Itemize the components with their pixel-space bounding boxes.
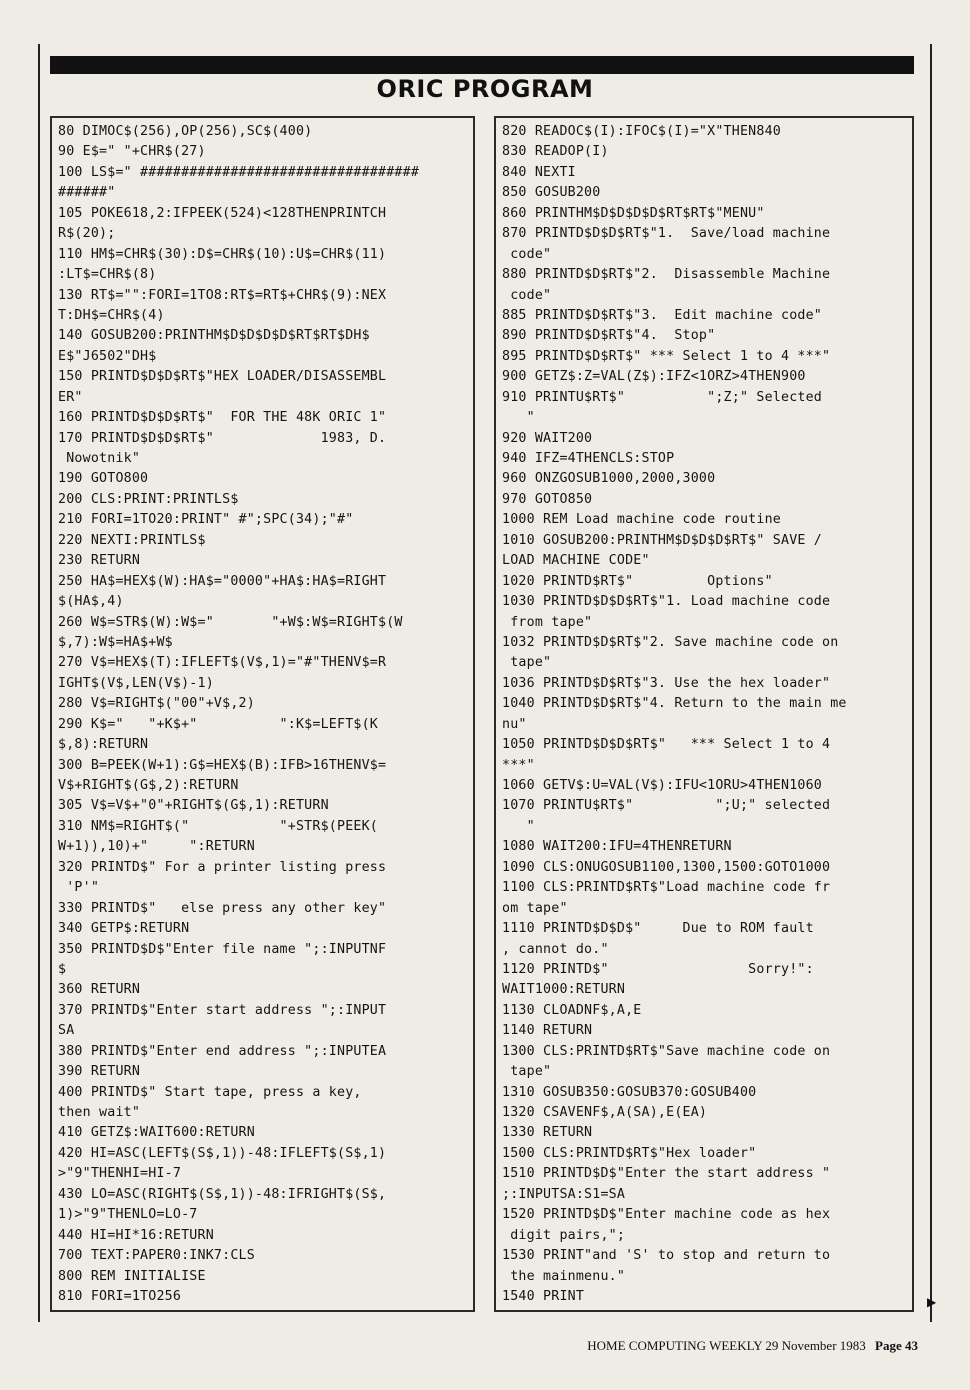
listing-column-left: [50, 116, 475, 1312]
code-line: $: [58, 961, 67, 977]
footer-publication: HOME COMPUTING WEEKLY 29 November 1983: [587, 1338, 866, 1353]
code-line: 820 READOC$(I):IFOC$(I)="X"THEN840: [502, 124, 781, 139]
code-line: 1140 RETURN: [502, 1023, 593, 1039]
code-line: om tape": [502, 900, 568, 916]
code-line: SA: [58, 1023, 75, 1039]
code-line: 360 RETURN: [58, 982, 141, 998]
code-line: 440 HI=HI*16:RETURN: [58, 1227, 214, 1243]
code-line: 1530 PRINT"and 'S' to stop and return to: [502, 1248, 831, 1264]
code-line: 'P'": [58, 880, 100, 896]
code-line: 250 HA$=HEX$(W):HA$="0000"+HA$:HA$=RIGHT: [58, 573, 387, 589]
code-line: ;:INPUTSA:S1=SA: [502, 1186, 626, 1202]
code-line: 1300 CLS:PRINTD$RT$"Save machine code on: [502, 1043, 831, 1059]
code-line: code": [502, 287, 552, 303]
listing-column-right: [494, 116, 914, 1312]
code-line: 130 RT$="":FORI=1TO8:RT$=RT$+CHR$(9):NEX: [58, 287, 387, 303]
code-line: code": [502, 246, 552, 262]
code-line: 1120 PRINTD$" Sorry!":: [502, 961, 814, 977]
code-line: ": [502, 818, 535, 834]
code-line: 700 TEXT:PAPER0:INK7:CLS: [58, 1248, 255, 1264]
code-line: >"9"THENHI=HI-7: [58, 1166, 182, 1182]
code-line: 350 PRINTD$D$"Enter file name ";:INPUTNF: [58, 941, 387, 957]
code-line: LOAD MACHINE CODE": [502, 553, 650, 569]
code-line: tape": [502, 1064, 552, 1080]
code-line: 1510 PRINTD$D$"Enter the start address ": [502, 1166, 831, 1182]
code-line: :LT$=CHR$(8): [58, 267, 157, 283]
code-line: ER": [58, 389, 83, 405]
code-line: 80 DIMOC$(256),OP(256),SC$(400): [58, 124, 313, 139]
code-line: 1050 PRINTD$D$D$RT$" *** Select 1 to 4: [502, 737, 831, 753]
code-line: 895 PRINTD$D$RT$" *** Select 1 to 4 ***": [502, 348, 831, 364]
code-line: 160 PRINTD$D$D$RT$" FOR THE 48K ORIC 1": [58, 410, 387, 426]
code-line: WAIT1000:RETURN: [502, 982, 626, 998]
code-line: 190 GOTO800: [58, 471, 149, 487]
code-line: ": [502, 410, 535, 426]
code-line: 1100 CLS:PRINTD$RT$"Load machine code fr: [502, 880, 831, 896]
code-line: , cannot do.": [502, 941, 609, 957]
code-line: 210 FORI=1TO20:PRINT" #";SPC(34);"#": [58, 512, 354, 528]
code-line: 380 PRINTD$"Enter end address ";:INPUTEA: [58, 1043, 387, 1059]
code-line: 880 PRINTD$D$RT$"2. Disassemble Machine: [502, 267, 831, 283]
code-line: 260 W$=STR$(W):W$=" "+W$:W$=RIGHT$(W: [58, 614, 403, 630]
code-line: 1)>"9"THENLO=LO-7: [58, 1207, 198, 1223]
code-line: 885 PRINTD$D$RT$"3. Edit machine code": [502, 307, 823, 323]
code-line: Nowotnik": [58, 451, 141, 466]
page-title: ORIC PROGRAM: [376, 75, 594, 103]
code-line: 1540 PRINT: [502, 1288, 585, 1304]
code-line: 1130 CLOADNF$,A,E: [502, 1002, 642, 1018]
code-line: 1070 PRINTU$RT$" ";U;" selected: [502, 798, 831, 814]
code-line: 1032 PRINTD$D$RT$"2. Save machine code on: [502, 634, 839, 650]
code-line: 1040 PRINTD$D$RT$"4. Return to the main me: [502, 696, 847, 712]
code-line: 340 GETP$:RETURN: [58, 921, 190, 937]
continue-arrow-icon: ▶: [927, 1295, 937, 1309]
code-line: 860 PRINTHM$D$D$D$D$RT$RT$"MENU": [502, 205, 765, 221]
code-line: 970 GOTO850: [502, 491, 593, 507]
code-line: 230 RETURN: [58, 553, 141, 569]
code-line: 430 LO=ASC(RIGHT$(S$,1))-48:IFRIGHT$(S$,: [58, 1186, 387, 1202]
code-line: 1060 GETV$:U=VAL(V$):IFU<1ORU>4THEN1060: [502, 778, 823, 793]
code-line: 110 HM$=CHR$(30):D$=CHR$(10):U$=CHR$(11): [58, 246, 387, 262]
code-line: 150 PRINTD$D$D$RT$"HEX LOADER/DISASSEMBL: [58, 369, 387, 385]
code-line: 100 LS$=" ##################################: [58, 164, 420, 180]
code-line: T:DH$=CHR$(4): [58, 307, 165, 323]
code-line: 1000 REM Load machine code routine: [502, 512, 781, 528]
page-number: Page 43: [875, 1338, 918, 1353]
code-line: 270 V$=HEX$(T):IFLEFT$(V$,1)="#"THENV$=R: [58, 655, 387, 671]
code-line: 870 PRINTD$D$D$RT$"1. Save/load machine: [502, 226, 831, 242]
code-line: 830 READOP(I): [502, 144, 609, 160]
code-line: 840 NEXTI: [502, 164, 576, 180]
code-line: 1110 PRINTD$D$D$" Due to ROM fault: [502, 921, 814, 937]
code-line: 1310 GOSUB350:GOSUB370:GOSUB400: [502, 1084, 757, 1100]
code-line: 1036 PRINTD$D$RT$"3. Use the hex loader": [502, 675, 831, 691]
header-bar: [50, 56, 914, 74]
code-line: 200 CLS:PRINT:PRINTLS$: [58, 491, 239, 507]
code-line: 320 PRINTD$" For a printer listing press: [58, 859, 387, 875]
code-line: 390 RETURN: [58, 1064, 141, 1080]
code-line: E$"J6502"DH$: [58, 348, 157, 364]
code-line: V$+RIGHT$(G$,2):RETURN: [58, 778, 239, 793]
code-line: 960 ONZGOSUB1000,2000,3000: [502, 471, 716, 487]
code-line: 310 NM$=RIGHT$(" "+STR$(PEEK(: [58, 818, 379, 834]
code-line: 420 HI=ASC(LEFT$(S$,1))-48:IFLEFT$(S$,1): [58, 1145, 387, 1161]
code-line: the mainmenu.": [502, 1268, 626, 1284]
code-line: 1330 RETURN: [502, 1125, 593, 1141]
code-line: 220 NEXTI:PRINTLS$: [58, 532, 206, 548]
code-line: 305 V$=V$+"0"+RIGHT$(G$,1):RETURN: [58, 798, 329, 814]
code-line: $,8):RETURN: [58, 737, 149, 753]
code-line: 800 REM INITIALISE: [58, 1268, 206, 1284]
code-line: 940 IFZ=4THENCLS:STOP: [502, 451, 675, 466]
code-line: then wait": [58, 1105, 141, 1120]
code-line: 1030 PRINTD$D$D$RT$"1. Load machine code: [502, 594, 831, 610]
code-line: 1520 PRINTD$D$"Enter machine code as hex: [502, 1207, 831, 1223]
code-line: 105 POKE618,2:IFPEEK(524)<128THENPRINTCH: [58, 205, 387, 221]
code-line: 1010 GOSUB200:PRINTHM$D$D$D$RT$" SAVE /: [502, 532, 823, 548]
code-line: nu": [502, 716, 527, 732]
code-line: IGHT$(V$,LEN(V$)-1): [58, 675, 214, 691]
code-line: digit pairs,";: [502, 1227, 626, 1243]
code-line: 280 V$=RIGHT$("00"+V$,2): [58, 696, 255, 712]
code-line: R$(20);: [58, 226, 116, 242]
code-line: W+1)),10)+" ":RETURN: [58, 839, 255, 855]
code-line: 330 PRINTD$" else press any other key": [58, 900, 387, 916]
code-line: 370 PRINTD$"Enter start address ";:INPUT: [58, 1002, 387, 1018]
code-line: 1500 CLS:PRINTD$RT$"Hex loader": [502, 1145, 757, 1161]
code-line: 90 E$=" "+CHR$(27): [58, 144, 206, 160]
code-line: 170 PRINTD$D$D$RT$" 1983, D.: [58, 430, 387, 446]
code-line: tape": [502, 655, 552, 671]
code-line: from tape": [502, 614, 593, 630]
code-line: 300 B=PEEK(W+1):G$=HEX$(B):IFB>16THENV$=: [58, 757, 387, 773]
code-line: 890 PRINTD$D$RT$"4. Stop": [502, 328, 716, 344]
code-line: ***": [502, 757, 535, 773]
code-line: $(HA$,4): [58, 594, 124, 610]
code-line: 910 PRINTU$RT$" ";Z;" Selected: [502, 389, 823, 405]
code-line: 1320 CSAVENF$,A(SA),E(EA): [502, 1105, 708, 1120]
code-line: 920 WAIT200: [502, 430, 593, 446]
code-line: 1080 WAIT200:IFU=4THENRETURN: [502, 839, 732, 855]
code-line: ######": [58, 185, 116, 201]
code-line: 400 PRINTD$" Start tape, press a key,: [58, 1084, 362, 1100]
code-line: 1090 CLS:ONUGOSUB1100,1300,1500:GOTO1000: [502, 859, 831, 875]
code-line: 410 GETZ$:WAIT600:RETURN: [58, 1125, 255, 1141]
footer: [587, 1338, 918, 1354]
code-line: 900 GETZ$:Z=VAL(Z$):IFZ<1ORZ>4THEN900: [502, 369, 806, 385]
code-line: $,7):W$=HA$+W$: [58, 634, 173, 650]
code-line: 1020 PRINTD$RT$" Options": [502, 573, 773, 589]
code-line: 850 GOSUB200: [502, 185, 601, 201]
code-line: 810 FORI=1TO256: [58, 1288, 182, 1304]
code-line: 140 GOSUB200:PRINTHM$D$D$D$D$RT$RT$DH$: [58, 328, 370, 344]
code-line: 290 K$=" "+K$+" ":K$=LEFT$(K: [58, 716, 379, 732]
